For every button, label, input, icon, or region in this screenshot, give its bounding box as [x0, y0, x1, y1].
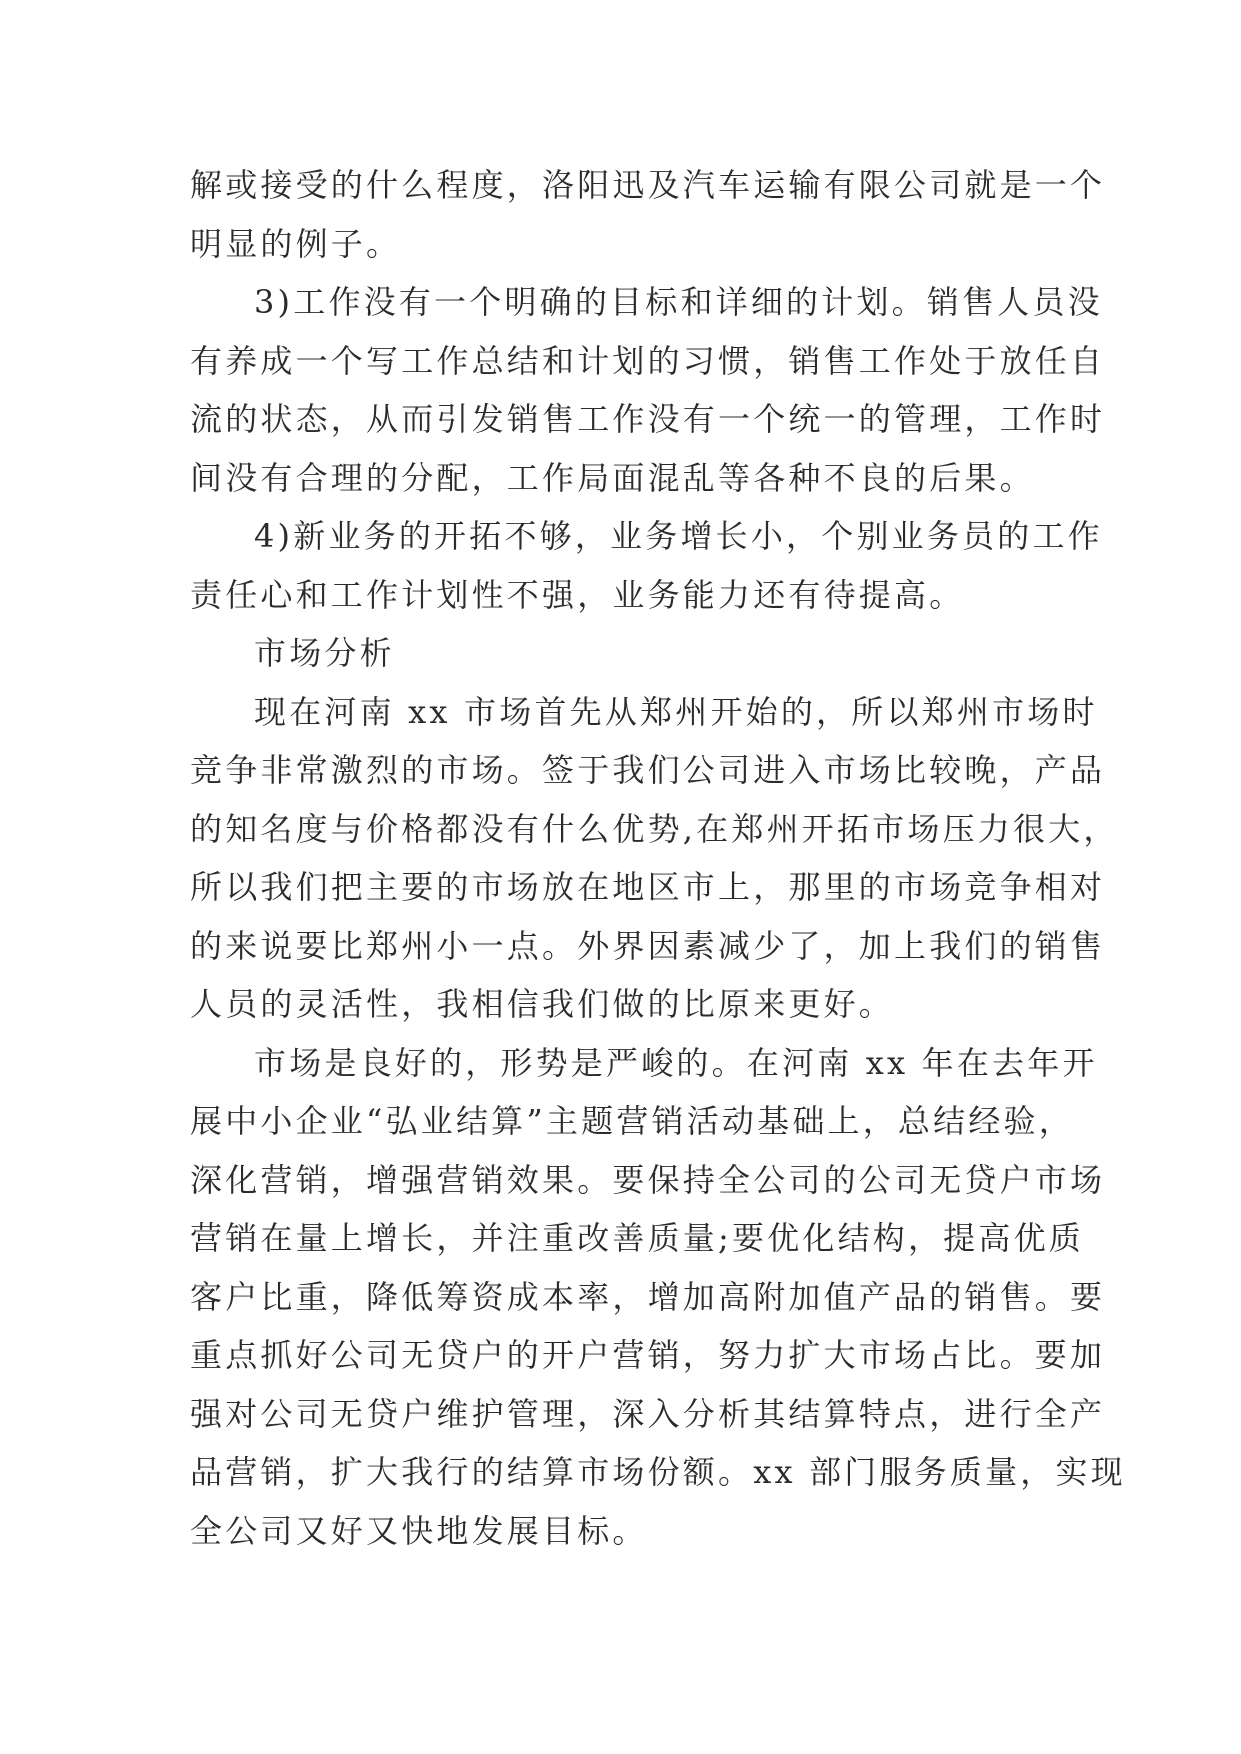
text-line: 展中小企业“弘业结算”主题营销活动基础上，总结经验， — [190, 1102, 1074, 1140]
document-page — [190, 156, 1126, 1560]
text-line: 所以我们把主要的市场放在地区市上，那里的市场竞争相对 — [190, 868, 1106, 906]
text-line: 责任心和工作计划性不强，业务能力还有待提高。 — [190, 575, 965, 614]
text-line: 全公司又好又快地发展目标。 — [190, 1511, 648, 1550]
text-line: 明显的例子。 — [190, 224, 402, 263]
text-line: 强对公司无贷户维护管理，深入分析其结算特点，进行全产 — [190, 1394, 1106, 1433]
text-line: 解或接受的什么程度，洛阳迅及汽车运输有限公司就是一个 — [190, 166, 1106, 204]
text-line: 现在河南 xx 市场首先从郑州开始的，所以郑州市场时 — [254, 692, 1098, 731]
text-line: 深化营销，增强营销效果。要保持全公司的公司无贷户市场 — [190, 1160, 1106, 1199]
text-line: 重点抓好公司无贷户的开户营销，努力扩大市场占比。要加 — [190, 1336, 1106, 1374]
text-line: 竞争非常激烈的市场。签于我们公司进入市场比较晚，产品 — [190, 751, 1106, 789]
text-line: 营销在量上增长，并注重改善质量;要优化结构，提高优质 — [190, 1219, 1084, 1257]
text-line: 的知名度与价格都没有什么优势,在郑州开拓市场压力很大， — [190, 809, 1119, 848]
section-heading: 市场分析 — [254, 634, 395, 672]
text-line: 市场是良好的，形势是严峻的。在河南 xx 年在去年开 — [254, 1043, 1098, 1082]
text-line: 品营销，扩大我行的结算市场份额。xx 部门服务质量，实现 — [190, 1453, 1126, 1491]
text-line: 流的状态，从而引发销售工作没有一个统一的管理，工作时 — [190, 400, 1106, 438]
text-line: 有养成一个写工作总结和计划的习惯，销售工作处于放任自 — [190, 341, 1106, 380]
text-line: 间没有合理的分配，工作局面混乱等各种不良的后果。 — [190, 458, 1035, 497]
text-line: 的来说要比郑州小一点。外界因素减少了，加上我们的销售 — [190, 926, 1106, 965]
text-line: 客户比重，降低筹资成本率，增加高附加值产品的销售。要 — [190, 1277, 1106, 1316]
text-line: 人员的灵活性，我相信我们做的比原来更好。 — [190, 985, 895, 1023]
text-line: 3)工作没有一个明确的目标和详细的计划。销售人员没 — [254, 283, 1103, 321]
text-line: 4)新业务的开拓不够，业务增长小，个别业务员的工作 — [254, 517, 1103, 555]
